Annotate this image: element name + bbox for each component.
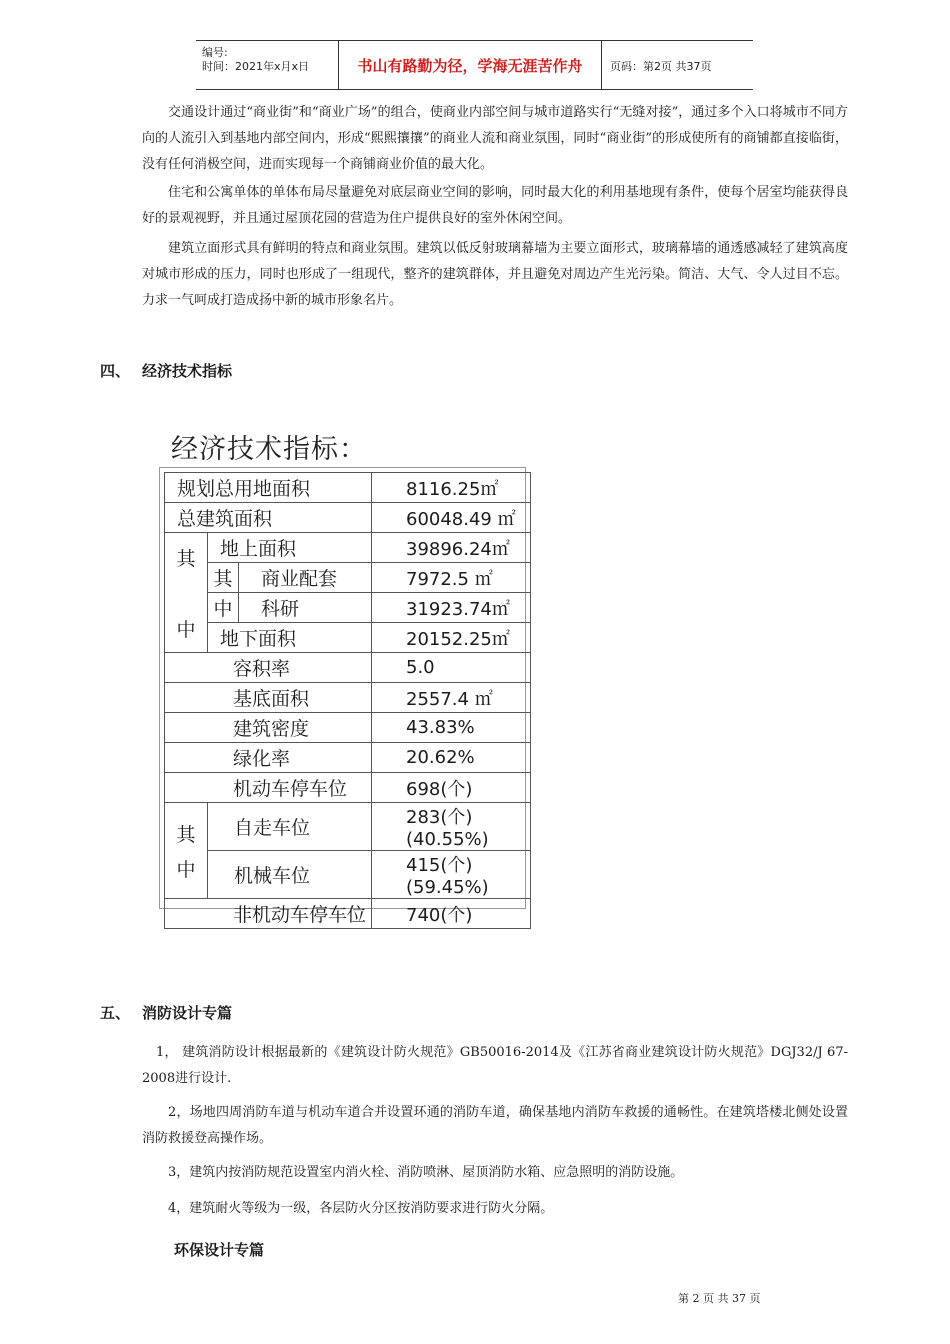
table-cell-label: 容积率	[165, 653, 372, 683]
group-char: 中	[176, 858, 196, 881]
table-cell-label: 绿化率	[165, 743, 372, 773]
header-motto-cell	[339, 41, 602, 89]
fire-item: 4，建筑耐火等级为一级，各层防火分区按消防要求进行防火分隔。	[168, 1201, 554, 1216]
group-char: 其	[176, 547, 196, 570]
table-row	[165, 563, 531, 593]
time-label: 时间：2021年x月x日	[202, 60, 310, 73]
header-meta-cell	[196, 41, 339, 89]
fire-item: 1， 建筑消防设计根据最新的《建筑设计防火规范》GB50016-2014及《江苏省商业建筑设计防火规范》DGJ32/J 67-2008进行设计.	[142, 1045, 848, 1086]
table-cell-label: 基底面积	[165, 683, 372, 713]
table-cell-value: 698(个)	[372, 773, 531, 803]
table-cell-label: 机械车位	[208, 851, 372, 899]
table-cell-value: 39896.24㎡	[372, 533, 531, 563]
table-row	[165, 623, 531, 653]
table-row	[165, 899, 531, 929]
table-cell-value: 5.0	[372, 653, 531, 683]
section-number: 四、	[100, 362, 131, 380]
table-cell-label: 地下面积	[208, 623, 372, 653]
paragraph-facade: 建筑立面形式具有鲜明的特点和商业氛围。建筑以低反射玻璃幕墙为主要立面形式，玻璃幕墙的通透感减轻了建筑高度对城市形成的压力，同时也形成了一组现代，整齐的建筑群体，并且避免对周边产生光污染。简洁、大气、令人过目不忘。力求一气呵成打造成扬中新的城市形象名片。	[142, 241, 848, 308]
indicator-figure-title: 经济技术指标：	[171, 434, 367, 465]
table-cell-value: 740(个)	[372, 899, 531, 929]
table-cell-value: 60048.49 ㎡	[372, 503, 531, 533]
table-cell-value: 283(个)(40.55%)	[372, 803, 531, 851]
page-footer: 第 2 页 共 37 页	[678, 1292, 761, 1305]
table-cell-value: 43.83%	[372, 713, 531, 743]
paragraph-traffic: 交通设计通过“商业街”和“商业广场”的组合，使商业内部空间与城市道路实行“无缝对接”，通过多个入口将城市不同方向的人流引入到基地内部空间内，形成“熙熙攘攘”的商业人流和商业氛围，同时“商业街”的形成使所有的商铺都直接临街，没有任何消极空间，进而实现每一个商铺商业价值的最大化。	[142, 105, 848, 172]
table-row	[165, 713, 531, 743]
table-cell-label: 科研	[239, 593, 372, 623]
section-number: 五、	[100, 1004, 131, 1022]
group-char: 其	[176, 823, 196, 846]
table-cell-subgroup: 其	[208, 563, 239, 593]
indicator-table	[164, 472, 531, 929]
table-cell-label: 机动车停车位	[165, 773, 372, 803]
header-page-cell	[602, 41, 753, 89]
table-cell-label: 建筑密度	[165, 713, 372, 743]
page-header	[196, 40, 753, 90]
section-heading-environment: 环保设计专篇	[174, 1241, 265, 1259]
table-row	[165, 683, 531, 713]
paragraph-residential: 住宅和公寓单体的单体布局尽量避免对底层商业空间的影响，同时最大化的利用基地现有条件，使每个居室均能获得良好的景观视野，并且通过屋顶花园的营造为住户提供良好的室外休闲空间。	[142, 185, 848, 226]
table-cell-value: 415(个)(59.45%)	[372, 851, 531, 899]
table-cell-value: 8116.25㎡	[372, 473, 531, 503]
table-cell-subgroup: 中	[208, 593, 239, 623]
table-cell-label: 商业配套	[239, 563, 372, 593]
header-page-info: 页码：第2页 共37页	[610, 60, 712, 73]
table-row	[165, 593, 531, 623]
table-cell-group	[165, 533, 208, 653]
serial-label: 编号:	[202, 46, 228, 59]
table-row	[165, 803, 531, 851]
table-cell-label: 规划总用地面积	[165, 473, 372, 503]
table-cell-value: 20152.25㎡	[372, 623, 531, 653]
table-cell-value: 2557.4 ㎡	[372, 683, 531, 713]
table-row	[165, 473, 531, 503]
table-row	[165, 773, 531, 803]
table-row	[165, 533, 531, 563]
section-heading-fire	[100, 1002, 232, 1023]
table-cell-label: 总建筑面积	[165, 503, 372, 533]
table-cell-value: 31923.74㎡	[372, 593, 531, 623]
group-char: 中	[176, 618, 196, 641]
header-motto: 书山有路勤为径，学海无涯苦作舟	[357, 57, 583, 75]
section-title: 经济技术指标	[142, 362, 233, 380]
table-cell-label: 地上面积	[208, 533, 372, 563]
fire-item: 2，场地四周消防车道与机动车道合并设置环通的消防车道，确保基地内消防车救援的通畅性。在建筑塔楼北侧处设置消防救援登高操作场。	[142, 1105, 848, 1146]
fire-item: 3，建筑内按消防规范设置室内消火栓、消防喷淋、屋顶消防水箱、应急照明的消防设施。	[168, 1165, 684, 1180]
table-cell-value: 7972.5 ㎡	[372, 563, 531, 593]
table-row	[165, 743, 531, 773]
table-row	[165, 851, 531, 899]
table-cell-group	[165, 803, 208, 899]
section-heading-economic	[100, 360, 232, 381]
table-row	[165, 503, 531, 533]
table-row	[165, 653, 531, 683]
table-cell-label: 自走车位	[208, 803, 372, 851]
table-cell-value: 20.62%	[372, 743, 531, 773]
section-title: 消防设计专篇	[142, 1004, 233, 1022]
table-cell-label: 非机动车停车位	[165, 899, 372, 929]
